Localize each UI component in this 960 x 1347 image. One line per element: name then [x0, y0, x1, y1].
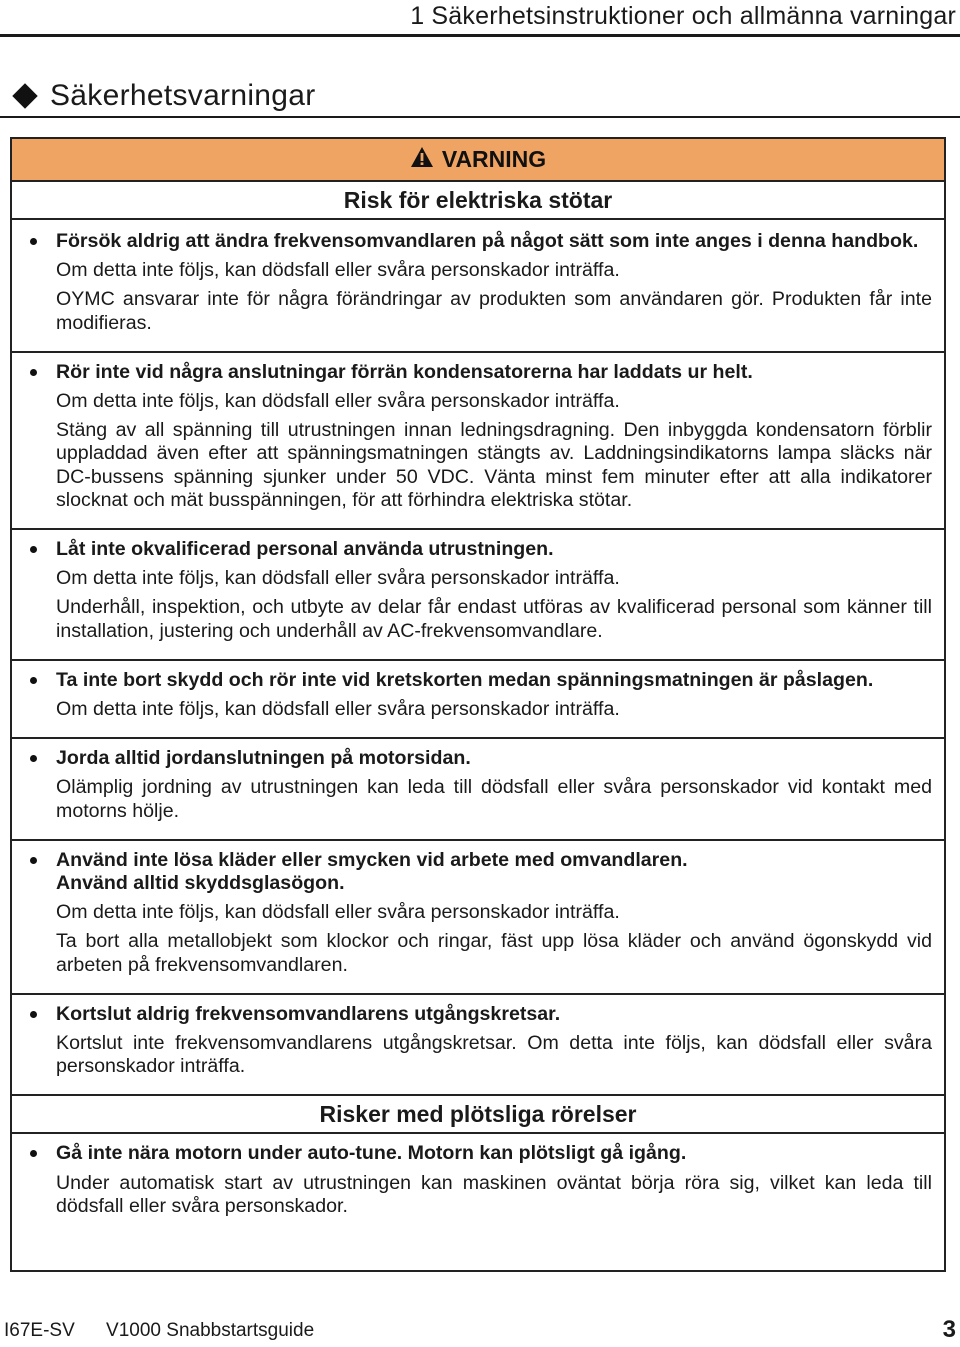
warning-consequence: Kortslut inte frekvensomvandlarens utgångskretsar. Om detta inte följs, kan dödsfall eller svåra personskador inträffa.	[56, 1032, 932, 1078]
warning-heading: Ta inte bort skydd och rör inte vid kretskorten medan spänningsmatningen är påslagen.	[56, 668, 874, 691]
warning-consequence: Om detta inte följs, kan dödsfall eller svåra personskador inträffa.	[56, 259, 620, 282]
warning-detail: OYMC ansvarar inte för några förändringar av produkten som användaren gör. Produkten får inte modifieras.	[56, 288, 932, 334]
chapter-rule	[0, 34, 960, 37]
warning-item	[12, 661, 944, 739]
section-heading	[10, 76, 316, 116]
warning-item	[12, 530, 944, 661]
warning-heading: Rör inte vid några anslutningar förrän kondensatorerna har laddats ur helt.	[56, 360, 753, 383]
section-rule	[0, 116, 960, 118]
chapter-title: 1 Säkerhetsinstruktioner och allmänna varningar	[410, 2, 956, 30]
bullet-icon	[30, 238, 37, 245]
warning-item	[12, 220, 944, 353]
warning-label: VARNING	[441, 146, 547, 172]
warning-consequence: Om detta inte följs, kan dödsfall eller svåra personskador inträffa.	[56, 390, 620, 413]
bullet-icon	[30, 677, 37, 684]
bullet-icon	[30, 755, 37, 762]
warning-heading: Låt inte okvalificerad personal använda utrustningen.	[56, 538, 554, 561]
warning-detail: Underhåll, inspektion, och utbyte av delar får endast utföras av kvalificerad personal som känner till installation, justering och underhåll av AC-frekvensomvandlare.	[56, 596, 932, 642]
warning-consequence: Olämplig jordning av utrustningen kan leda till dödsfall eller svåra personskador vid kontakt med motorns hölje.	[56, 776, 932, 822]
warning-item	[12, 995, 944, 1097]
diamond-bullet-icon	[12, 83, 37, 108]
warning-heading-secondary: Använd alltid skyddsglasögon.	[56, 872, 345, 895]
warning-consequence: Under automatisk start av utrustningen kan maskinen oväntat börja röra sig, vilket kan leda till dödsfall eller svåra personskador.	[56, 1171, 932, 1217]
bullet-icon	[30, 1011, 37, 1018]
warning-consequence: Om detta inte följs, kan dödsfall eller svåra personskador inträffa.	[56, 698, 620, 721]
warning-triangle-icon	[410, 146, 434, 174]
risk-group-title: Risk för elektriska stötar	[12, 182, 944, 220]
bullet-icon	[30, 546, 37, 553]
warning-consequence: Om detta inte följs, kan dödsfall eller svåra personskador inträffa.	[56, 567, 620, 590]
warning-heading: Jorda alltid jordanslutningen på motorsidan.	[56, 747, 471, 770]
bullet-icon	[30, 369, 37, 376]
section-title: Säkerhetsvarningar	[50, 79, 316, 112]
warning-banner	[12, 139, 944, 182]
doc-title: V1000 Snabbstartsguide	[106, 1320, 315, 1341]
warning-item	[12, 739, 944, 841]
warning-item	[12, 1134, 944, 1234]
footer	[4, 1320, 340, 1342]
bullet-icon	[30, 1150, 37, 1157]
warning-box	[10, 137, 946, 1272]
bullet-icon	[30, 857, 37, 864]
warning-heading: Använd inte lösa kläder eller smycken vid arbete med omvandlaren.	[56, 848, 688, 871]
warning-consequence: Om detta inte följs, kan dödsfall eller svåra personskador inträffa.	[56, 901, 620, 924]
warning-heading: Gå inte nära motorn under auto-tune. Motorn kan plötsligt gå igång.	[56, 1142, 687, 1165]
warning-item	[12, 841, 944, 995]
warning-heading: Försök aldrig att ändra frekvensomvandlaren på något sätt som inte anges i denna handbok.	[56, 230, 919, 252]
warning-item	[12, 353, 944, 530]
doc-code: I67E-SV	[4, 1320, 75, 1341]
warning-detail: Ta bort alla metallobjekt som klockor och ringar, fäst upp lösa kläder och använd ögonskydd vid arbeten på frekvensomvandlaren.	[56, 930, 932, 976]
risk-group-title: Risker med plötsliga rörelser	[12, 1096, 944, 1134]
warning-heading: Kortslut aldrig frekvensomvandlarens utgångskretsar.	[56, 1002, 561, 1025]
warning-detail: Stäng av all spänning till utrustningen innan ledningsdragning. Den inbyggda kondensatorn förblir uppladdad även efter att spänningsmatningen stängts av. Laddningsindikatorns lampa släcks när DC-bussens spänning sjunker under 50 VDC. Vänta minst fem minuter efter att alla indikatorer slocknat och mät busspänningen, för att förhindra elektriska stötar.	[56, 419, 932, 511]
page-number: 3	[942, 1316, 956, 1343]
